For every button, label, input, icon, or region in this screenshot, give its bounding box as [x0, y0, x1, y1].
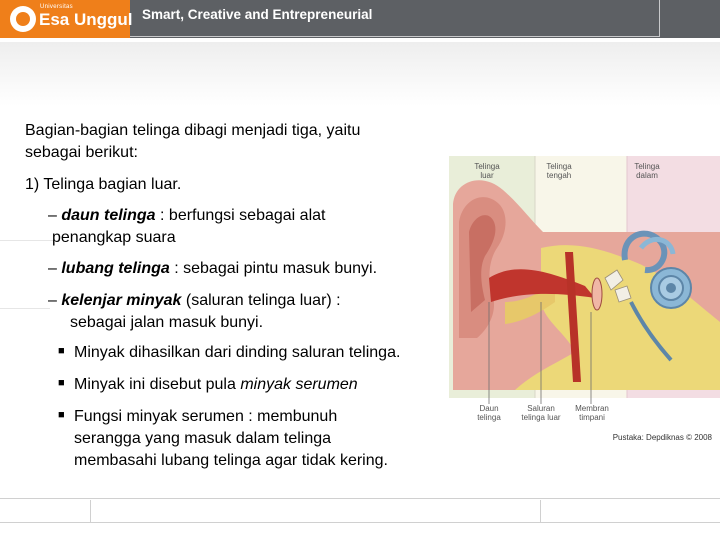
logo-small-text: Universitas [40, 4, 73, 10]
header-tick-divider [659, 0, 660, 37]
header-bar [0, 0, 720, 38]
list-item: – lubang telinga : sebagai pintu masuk bunyi. [48, 260, 378, 277]
term-lubang-telinga: lubang telinga [61, 260, 170, 277]
list-item: – kelenjar minyak (saluran telinga luar) : [48, 292, 341, 309]
list-item-continuation: sebagai jalan masuk bunyi. [70, 314, 264, 331]
footer-tick-divider [90, 500, 91, 522]
decorative-line [0, 240, 60, 241]
label-daun-telinga: Daun telinga [477, 404, 501, 422]
list-item: – daun telinga : berfungsi sebagai alat [48, 207, 326, 224]
ear-diagram-icon [445, 152, 720, 446]
bullet-square-icon: ■ [58, 345, 65, 357]
term-kelenjar-minyak: kelenjar minyak [61, 292, 182, 309]
footer-tick-divider [540, 500, 541, 522]
intro-line-2: sebagai berikut: [25, 144, 138, 161]
label-membran-timpani: Membran timpani [575, 404, 609, 422]
tagline: Smart, Creative and Entrepreneurial [142, 7, 373, 22]
ear-anatomy-figure [445, 152, 720, 446]
bullet-text-continuation: serangga yang masuk dalam telinga [74, 430, 332, 447]
footer-divider [0, 498, 720, 499]
header-divider [130, 36, 660, 37]
section-heading: 1) Telinga bagian luar. [25, 176, 182, 193]
label-saluran-telinga-luar: Saluran telinga luar [521, 404, 561, 422]
intro-line-1: Bagian-bagian telinga dibagi menjadi tiga, yaitu [25, 122, 361, 139]
bullet-text: Minyak ini disebut pula minyak serumen [74, 376, 358, 393]
figure-credit: Pustaka: Depdiknas © 2008 [612, 433, 712, 442]
university-logo [0, 0, 133, 38]
label-telinga-tengah: Telinga tengah [546, 162, 572, 180]
bullet-square-icon: ■ [58, 409, 65, 421]
logo-name: Esa Unggul [39, 10, 133, 29]
bullet-square-icon: ■ [58, 377, 65, 389]
logo-emblem-icon [10, 6, 36, 32]
footer-divider [0, 522, 720, 523]
label-telinga-luar: Telinga luar [474, 162, 500, 180]
decorative-line [0, 308, 50, 309]
term-minyak-serumen: minyak serumen [240, 376, 358, 393]
bullet-text: Minyak dihasilkan dari dinding saluran telinga. [74, 344, 401, 361]
list-item-continuation: penangkap suara [52, 229, 176, 246]
bullet-text-continuation: membasahi lubang telinga agar tidak kering. [74, 452, 388, 469]
bullet-text: Fungsi minyak serumen : membunuh [74, 408, 338, 425]
term-daun-telinga: daun telinga [61, 207, 156, 224]
label-telinga-dalam: Telinga dalam [634, 162, 660, 180]
background-band [0, 42, 720, 106]
